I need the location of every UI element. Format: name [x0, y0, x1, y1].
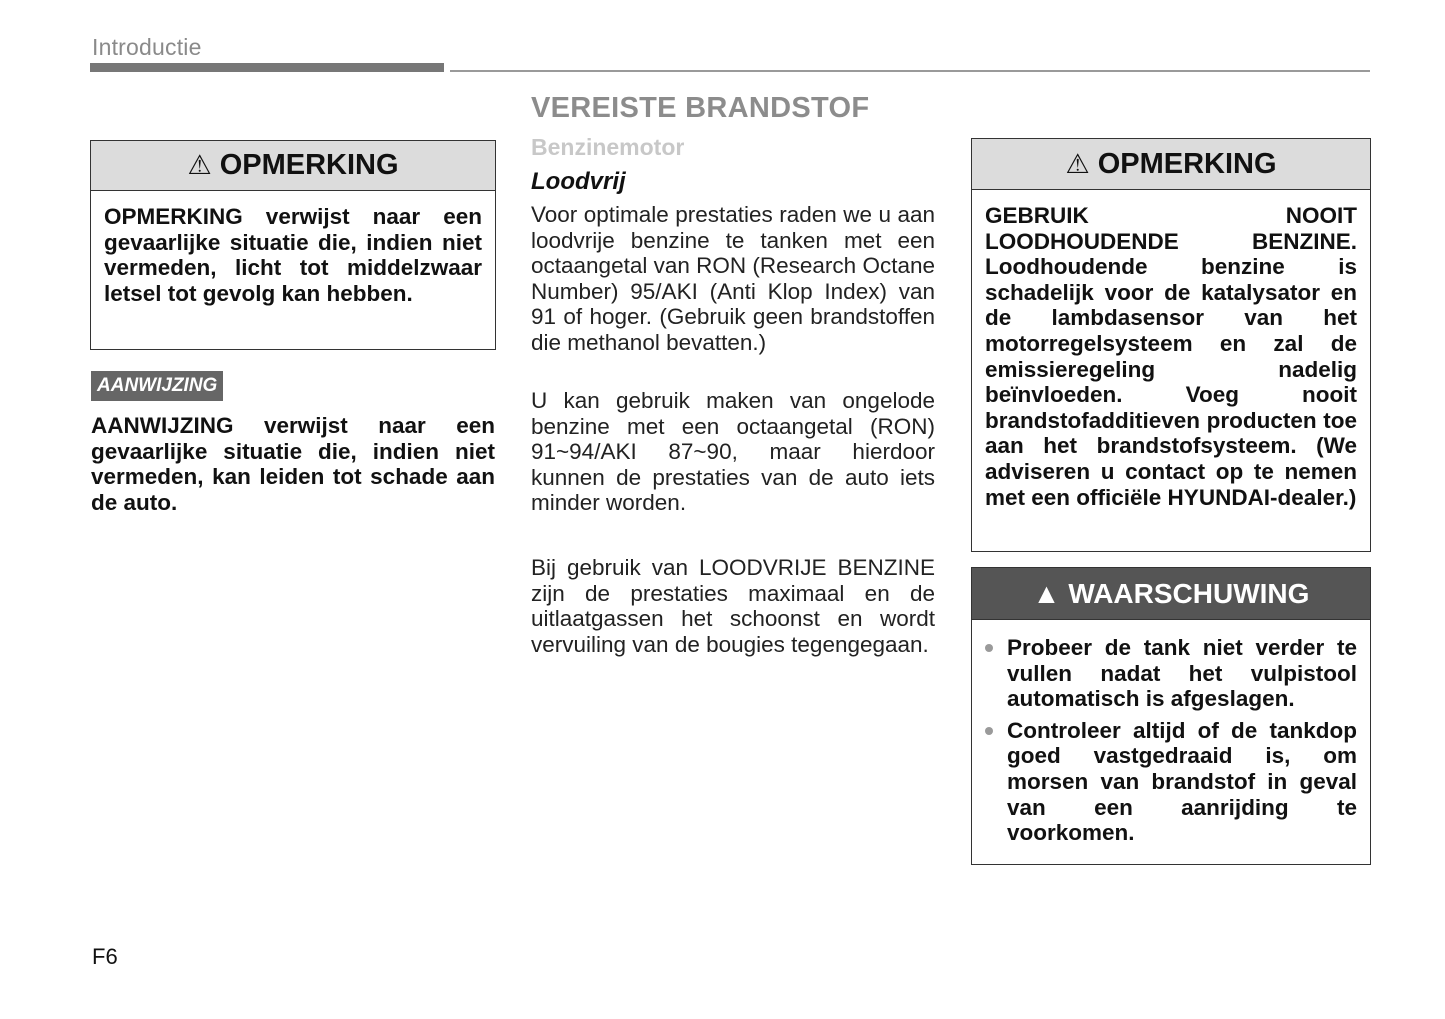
- header-rule-thin: [450, 70, 1370, 72]
- page-title: VEREISTE BRANDSTOF: [531, 92, 870, 124]
- bullet-icon: [985, 644, 993, 652]
- warning-triangle-icon: ⚠: [1065, 148, 1090, 179]
- page-number: F6: [92, 944, 118, 969]
- aanwijzing-badge: AANWIJZING: [91, 371, 223, 401]
- list-item: [985, 635, 1357, 712]
- section-title: Introductie: [92, 34, 202, 60]
- paragraph: Voor optimale prestaties raden we u aan loodvrije benzine te tanken met een octaangetal van RON (Research Octane Number) 95/AKI (Anti Klop Index) van 91 of hoger. (Gebruik geen brandstoffen die methanol bevatten.): [531, 202, 935, 355]
- opmerking-header: [972, 139, 1370, 190]
- opmerking-title: OPMERKING: [1097, 147, 1277, 180]
- opmerking-text: OPMERKING verwijst naar een gevaarlijke situatie die, indien niet vermeden, licht tot middelzwaar letsel tot gevolg kan hebben.: [104, 204, 482, 306]
- paragraph: U kan gebruik maken van ongelode benzine met een octaangetal (RON) 91~94/AKI 87~90, maar hierdoor kunnen de prestaties van de auto iets minder worden.: [531, 388, 935, 516]
- paragraph: Bij gebruik van LOODVRIJE BENZINE zijn de prestaties maximaal en de uitlaatgassen het schoonst en wordt vervuiling van de bougies tegengegaan.: [531, 555, 935, 657]
- opmerking-fuel-box: [971, 138, 1371, 552]
- warning-triangle-filled-icon: ▲: [1032, 577, 1061, 609]
- opmerking-header: [91, 141, 495, 191]
- list-item-text: Controleer altijd of de tankdop goed vastgedraaid is, om morsen van brandstof in geval van een aanrijding te voorkomen.: [1007, 717, 1357, 846]
- waarschuwing-header: [972, 568, 1370, 620]
- list-item: [985, 718, 1357, 846]
- bullet-icon: [985, 727, 993, 735]
- waarschuwing-box: [971, 567, 1371, 865]
- opmerking-text: GEBRUIK NOOIT LOODHOUDENDE BENZINE. Loodhoudende benzine is schadelijk voor de katalysator en de lambdasensor van het motorregelsysteem en zal de emissieregeling nadelig beïnvloeden. Voeg nooit brandstofadditieven producten toe aan het brandstofsysteem. (We adviseren u contact op te nemen met een officiële HYUNDAI-dealer.): [985, 203, 1357, 510]
- opmerking-title: OPMERKING: [219, 149, 399, 181]
- waarschuwing-title: WAARSCHUWING: [1068, 577, 1310, 609]
- opmerking-definition-box: [90, 140, 496, 350]
- subtitle: Benzinemotor: [531, 134, 685, 160]
- sub-subtitle: Loodvrij: [531, 168, 626, 195]
- list-item-text: Probeer de tank niet verder te vullen nadat het vulpistool automatisch is afgeslagen.: [1007, 635, 1357, 712]
- aanwijzing-text: AANWIJZING verwijst naar een gevaarlijke situatie die, indien niet vermeden, kan leiden tot schade aan de auto.: [91, 413, 495, 515]
- warning-list: [972, 620, 1370, 846]
- header-rule-thick: [90, 63, 444, 72]
- warning-triangle-icon: ⚠: [187, 150, 212, 180]
